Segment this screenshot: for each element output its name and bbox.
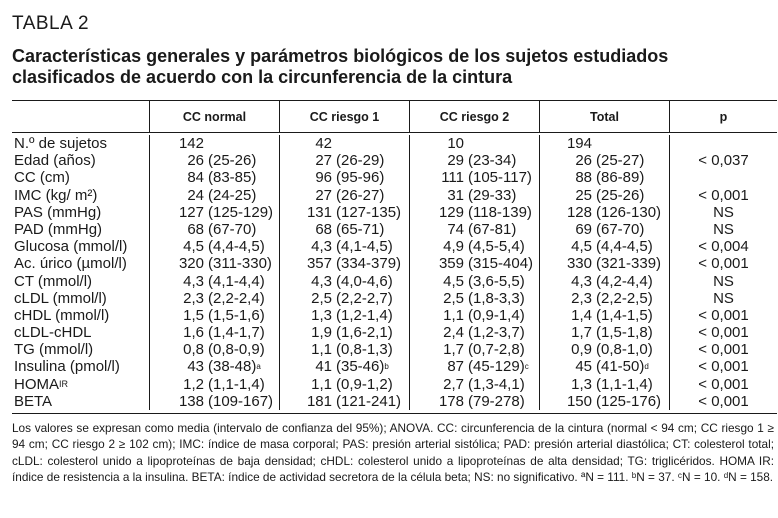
value-cell: 68 (67-70)	[150, 221, 280, 238]
value-cell: 87 (45-129) c	[410, 358, 540, 375]
value-cell: 2,7 (1,3-4,1)	[410, 376, 540, 393]
value-cell: 1,9 (1,6-2,1)	[280, 324, 410, 341]
value-cell: 194	[540, 135, 670, 152]
value-cell: 330 (321-339)	[540, 255, 670, 272]
row-label: N.º de sujetos	[12, 135, 150, 152]
value-cell: 128 (126-130)	[540, 204, 670, 221]
value-cell: 1,6 (1,4-1,7)	[150, 324, 280, 341]
value-cell: 26 (25-26)	[150, 152, 280, 169]
table-row	[12, 152, 777, 169]
row-label: IMC (kg/ m²)	[12, 187, 150, 204]
value-cell: 31 (29-33)	[410, 187, 540, 204]
value-cell: 25 (25-26)	[540, 187, 670, 204]
table-row	[12, 204, 777, 221]
row-label: PAD (mmHg)	[12, 221, 150, 238]
p-value-cell: NS	[713, 220, 734, 238]
p-value-cell: < 0,001	[698, 375, 749, 393]
table-row	[12, 307, 777, 324]
table-row	[12, 273, 777, 290]
value-cell: 1,3 (1,1-1,4)	[540, 376, 670, 393]
table-row	[12, 290, 777, 307]
p-value-cell: < 0,004	[698, 238, 749, 256]
value-cell: 84 (83-85)	[150, 169, 280, 186]
value-cell: 2,3 (2,2-2,4)	[150, 290, 280, 307]
header-cell-variable	[12, 101, 150, 132]
row-label: PAS (mmHg)	[12, 204, 150, 221]
p-value-cell: < 0,001	[698, 255, 749, 273]
value-cell: 29 (23-34)	[410, 152, 540, 169]
row-label: TG (mmol/l)	[12, 341, 150, 358]
value-cell: 42	[280, 135, 410, 152]
value-cell: 1,7 (1,5-1,8)	[540, 324, 670, 341]
value-cell: 142	[150, 135, 280, 152]
table-label: TABLA 2	[12, 13, 90, 34]
value-cell: 357 (334-379)	[280, 255, 410, 272]
value-cell: 1,3 (1,2-1,4)	[280, 307, 410, 324]
table-row	[12, 169, 777, 186]
table-row	[12, 358, 777, 375]
p-value-cell: < 0,001	[698, 186, 749, 204]
header-cell-cc-riesgo-1: CC riesgo 1	[280, 101, 410, 132]
p-value-cell: NS	[713, 289, 734, 307]
table-header-row	[12, 101, 777, 133]
table-footnotes: Los valores se expresan como media (intervalo de confianza del 95%); ANOVA. CC: circunferencia de la cintura (normal < 94 cm; CC riesgo 1 ≥ 94 cm; CC riesgo 2 ≥ 102 cm); IMC: índice de masa corporal; PAS: presión arterial sistólica; PAD: presión arterial diastólica; CT: colesterol total; cLDL: colesterol unido a lipoproteínas de baja densidad; cHDL: colesterol unido a lipoproteínas de alta densidad; TG: triglicéridos. HOMA IR: índice de resistencia a la insulina. BETA: índice de actividad secretora de la célula beta; NS: no significativo. ªN = 111. ᵇN = 37. ᶜN = 10. ᵈN = 158.	[12, 421, 774, 484]
value-cell: 4,3 (4,1-4,4)	[150, 273, 280, 290]
row-label: cLDL-cHDL	[12, 324, 150, 341]
table-row	[12, 393, 777, 410]
value-cell: 2,5 (1,8-3,3)	[410, 290, 540, 307]
data-table	[12, 100, 777, 414]
value-cell: 1,5 (1,5-1,6)	[150, 307, 280, 324]
row-label: cHDL (mmol/l)	[12, 307, 150, 324]
row-label: HOMA IR	[12, 376, 150, 393]
row-label: Glucosa (mmol/l)	[12, 238, 150, 255]
value-cell: 1,1 (0,9-1,4)	[410, 307, 540, 324]
table-row	[12, 221, 777, 238]
value-cell: 74 (67-81)	[410, 221, 540, 238]
value-cell: 4,3 (4,0-4,6)	[280, 273, 410, 290]
value-cell: 10	[410, 135, 540, 152]
p-value-cell: NS	[713, 203, 734, 221]
value-cell: 1,2 (1,1-1,4)	[150, 376, 280, 393]
value-cell: 1,1 (0,9-1,2)	[280, 376, 410, 393]
row-label: CT (mmol/l)	[12, 273, 150, 290]
value-cell: 96 (95-96)	[280, 169, 410, 186]
header-cell-total: Total	[540, 101, 670, 132]
value-cell: 359 (315-404)	[410, 255, 540, 272]
value-cell: 4,9 (4,5-5,4)	[410, 238, 540, 255]
header-cell-cc-normal: CC normal	[150, 101, 280, 132]
table-row	[12, 341, 777, 358]
row-label: cLDL (mmol/l)	[12, 290, 150, 307]
value-cell: 0,9 (0,8-1,0)	[540, 341, 670, 358]
value-cell: 181 (121-241)	[280, 393, 410, 410]
value-cell: 27 (26-29)	[280, 152, 410, 169]
value-cell: 2,5 (2,2-2,7)	[280, 290, 410, 307]
value-cell: 320 (311-330)	[150, 255, 280, 272]
row-label: Ac. úrico (µmol/l)	[12, 255, 150, 272]
row-label: Insulina (pmol/l)	[12, 358, 150, 375]
value-cell: 1,1 (0,8-1,3)	[280, 341, 410, 358]
value-cell: 1,4 (1,4-1,5)	[540, 307, 670, 324]
p-value-cell: < 0,001	[698, 306, 749, 324]
value-cell: 129 (118-139)	[410, 204, 540, 221]
value-cell: 43 (38-48) a	[150, 358, 280, 375]
value-cell: 4,5 (4,4-4,5)	[540, 238, 670, 255]
header-cell-cc-riesgo-2: CC riesgo 2	[410, 101, 540, 132]
p-value-cell	[670, 169, 777, 186]
value-cell: 27 (26-27)	[280, 187, 410, 204]
value-cell: 41 (35-46) b	[280, 358, 410, 375]
value-cell: 2,4 (1,2-3,7)	[410, 324, 540, 341]
value-cell: 4,5 (3,6-5,5)	[410, 273, 540, 290]
value-cell: 4,3 (4,2-4,4)	[540, 273, 670, 290]
value-cell: 111 (105-117)	[410, 169, 540, 186]
value-cell: 69 (67-70)	[540, 221, 670, 238]
value-cell: 0,8 (0,8-0,9)	[150, 341, 280, 358]
p-value-cell: < 0,037	[698, 152, 749, 170]
value-cell: 150 (125-176)	[540, 393, 670, 410]
value-cell: 131 (127-135)	[280, 204, 410, 221]
header-cell-p: p	[719, 109, 728, 124]
table-row	[12, 255, 777, 272]
p-value-cell: < 0,001	[698, 358, 749, 376]
value-cell: 88 (86-89)	[540, 169, 670, 186]
row-label: BETA	[12, 393, 150, 410]
value-cell: 68 (65-71)	[280, 221, 410, 238]
value-cell: 138 (109-167)	[150, 393, 280, 410]
table-row	[12, 238, 777, 255]
value-cell: 26 (25-27)	[540, 152, 670, 169]
p-value-cell: < 0,001	[698, 341, 749, 359]
row-label: Edad (años)	[12, 152, 150, 169]
table-row	[12, 135, 777, 152]
table-row	[12, 376, 777, 393]
p-value-cell: NS	[713, 272, 734, 290]
table-row	[12, 324, 777, 341]
value-cell: 1,7 (0,7-2,8)	[410, 341, 540, 358]
value-cell: 178 (79-278)	[410, 393, 540, 410]
value-cell: 127 (125-129)	[150, 204, 280, 221]
value-cell: 24 (24-25)	[150, 187, 280, 204]
p-value-cell: < 0,001	[698, 392, 749, 410]
table-row	[12, 187, 777, 204]
table-title: Características generales y parámetros biológicos de los sujetos estudiados clasificados de acuerdo con la circunferencia de la cintura	[12, 46, 669, 87]
value-cell: 4,5 (4,4-4,5)	[150, 238, 280, 255]
table-body	[12, 133, 777, 413]
p-value-cell	[670, 135, 777, 152]
row-label: CC (cm)	[12, 169, 150, 186]
p-value-cell: < 0,001	[698, 324, 749, 342]
value-cell: 2,3 (2,2-2,5)	[540, 290, 670, 307]
value-cell: 4,3 (4,1-4,5)	[280, 238, 410, 255]
value-cell: 45 (41-50) d	[540, 358, 670, 375]
